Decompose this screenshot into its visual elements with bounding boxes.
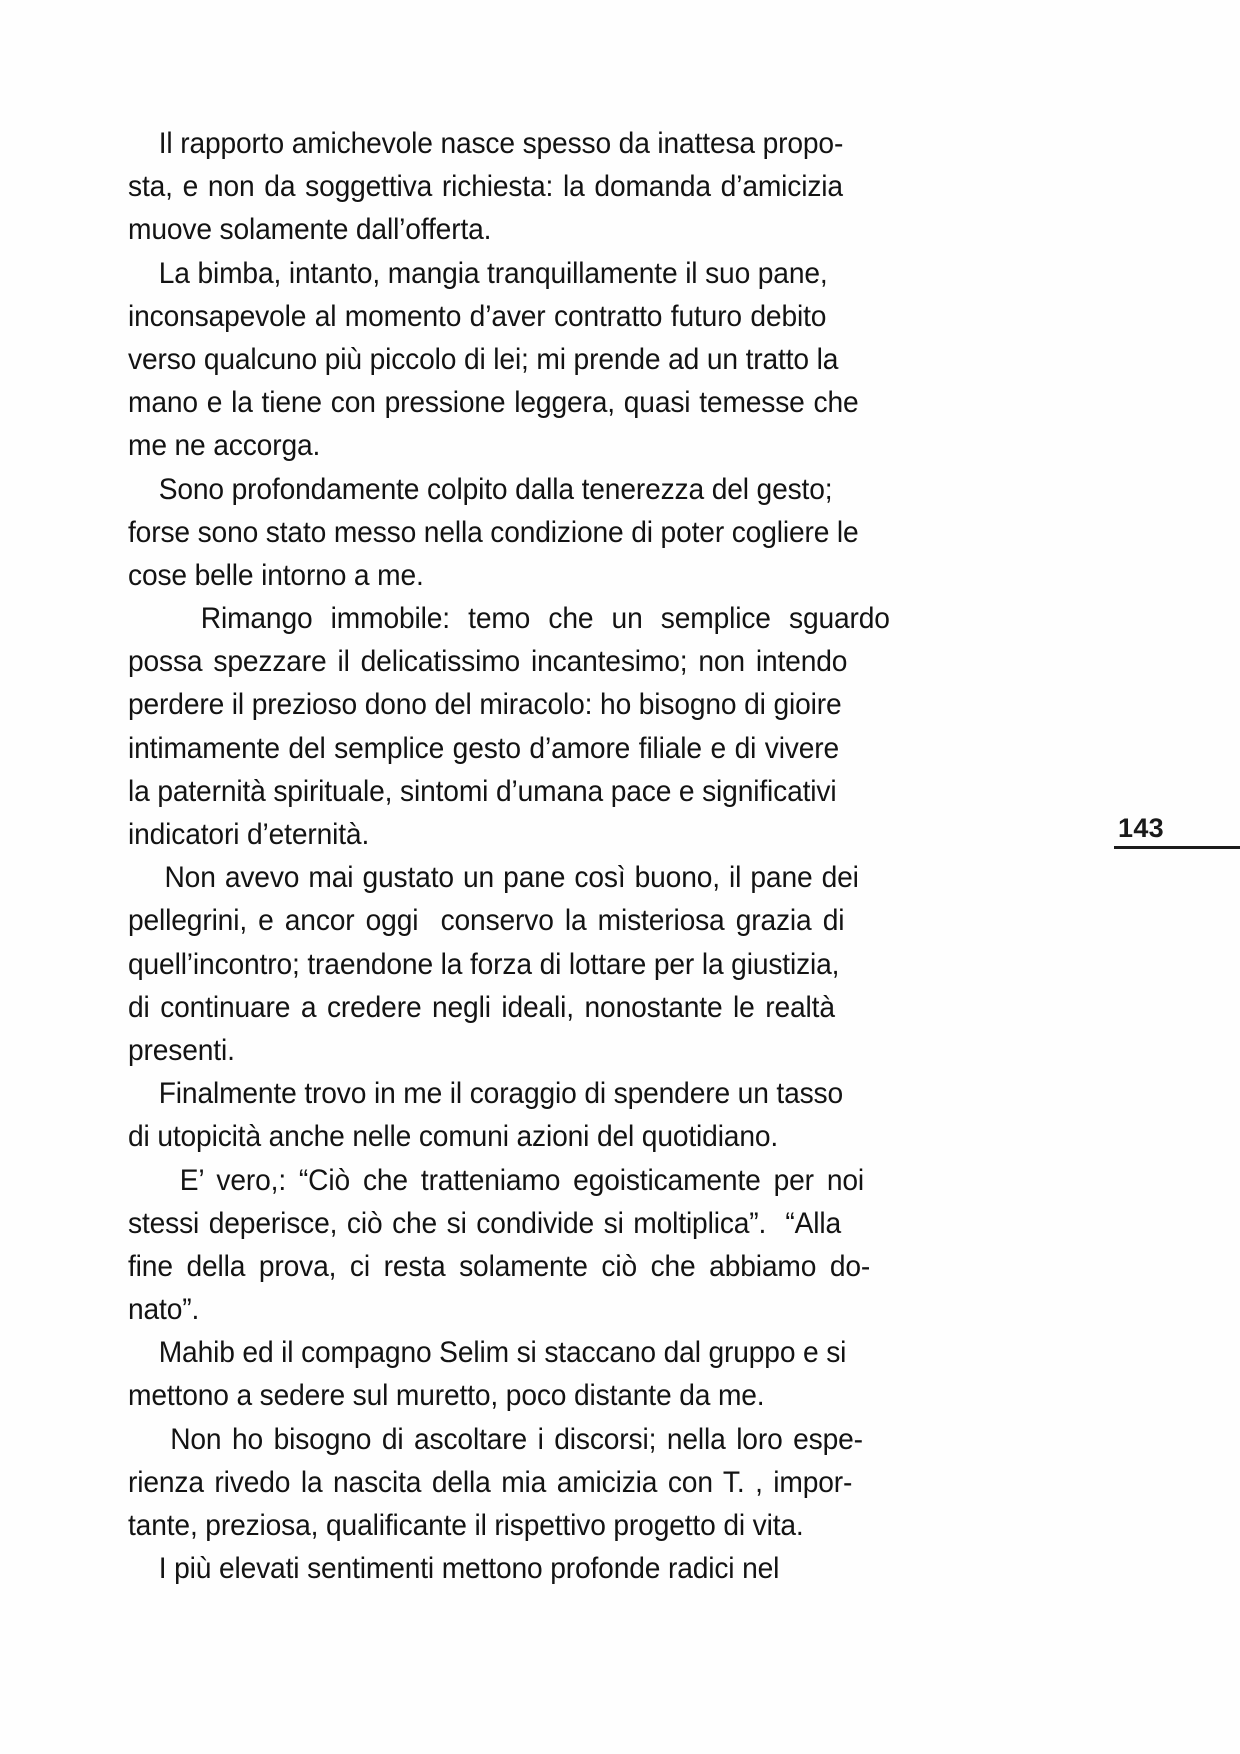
text-line: perdere il prezioso dono del miracolo: ho bisogno di gioire [128, 688, 842, 722]
text-line: indicatori d’eternità. [128, 818, 370, 851]
text-line: me ne accorga. [128, 429, 321, 463]
text-line: muove solamente dall’offerta. [128, 213, 492, 247]
paragraph [128, 1418, 976, 1548]
text-line: possa spezzare il delicatissimo incantesimo; non intendo [128, 645, 848, 679]
text-line: Finalmente trovo in me il coraggio di spendere un tasso [128, 1077, 844, 1111]
text-line: Rimango immobile: temo che un semplice sguardo [128, 602, 890, 636]
text-line: verso qualcuno più piccolo di lei; mi prende ad un tratto la [128, 342, 839, 376]
paragraph [128, 1159, 976, 1332]
text-line: tante, preziosa, qualificante il rispettivo progetto di vita. [128, 1509, 804, 1542]
text-line: I più elevati sentimenti mettono profonde radici nel [128, 1552, 780, 1586]
paragraph [128, 856, 976, 1072]
text-line: mettono a sedere sul muretto, poco distante da me. [128, 1379, 765, 1413]
text-line: presenti. [128, 1033, 235, 1067]
text-line: quell’incontro; traendone la forza di lottare per la giustizia, [128, 947, 840, 981]
text-line: pellegrini, e ancor oggi conservo la misteriosa grazia di [128, 904, 845, 938]
paragraph [128, 1547, 976, 1590]
text-line: Sono profondamente colpito dalla tenerezza del gesto; [128, 472, 833, 506]
text-line: Mahib ed il compagno Selim si staccano dal gruppo e si [128, 1336, 847, 1370]
text-line: stessi deperisce, ciò che si condivide si moltiplica”. “Alla [128, 1206, 842, 1240]
folio [1114, 812, 1240, 849]
paragraph [128, 1331, 976, 1417]
paragraph [128, 597, 976, 856]
text-line: forse sono stato messo nella condizione di poter cogliere le [128, 515, 859, 549]
text-line: di utopicità anche nelle comuni azioni del quotidiano. [128, 1120, 779, 1154]
body-text-column [128, 122, 976, 1590]
text-line: fine della prova, ci resta solamente ciò che abbiamo do- [128, 1249, 871, 1283]
text-line: di continuare a credere negli ideali, nonostante le realtà [128, 990, 835, 1024]
paragraph [128, 1072, 976, 1158]
text-line: inconsapevole al momento d’aver contratto futuro debito [128, 299, 827, 333]
paragraph [128, 468, 976, 598]
text-line: Non avevo mai gustato un pane così buono, il pane dei [128, 861, 859, 895]
text-line: mano e la tiene con pressione leggera, quasi temesse che [128, 386, 859, 420]
text-line: rienza rivedo la nascita della mia amicizia con T. , impor- [128, 1465, 853, 1499]
text-line: intimamente del semplice gesto d’amore filiale e di vivere [128, 731, 840, 765]
paragraph [128, 252, 976, 468]
text-line: cose belle intorno a me. [128, 558, 424, 592]
page-number: 143 [1118, 813, 1164, 843]
text-line: sta, e non da soggettiva richiesta: la domanda d’amicizia [128, 170, 843, 204]
text-line: nato”. [128, 1293, 200, 1327]
paragraph [128, 122, 976, 252]
text-line: E’ vero,: “Ciò che tratteniamo egoisticamente per noi [128, 1163, 864, 1197]
text-line: Il rapporto amichevole nasce spesso da inattesa propo- [128, 127, 844, 160]
text-line: la paternità spirituale, sintomi d’umana pace e significativi [128, 774, 837, 808]
text-line: Non ho bisogno di ascoltare i discorsi; nella loro espe- [128, 1422, 863, 1456]
folio-rule [1114, 846, 1240, 849]
text-line: La bimba, intanto, mangia tranquillamente il suo pane, [128, 256, 828, 290]
